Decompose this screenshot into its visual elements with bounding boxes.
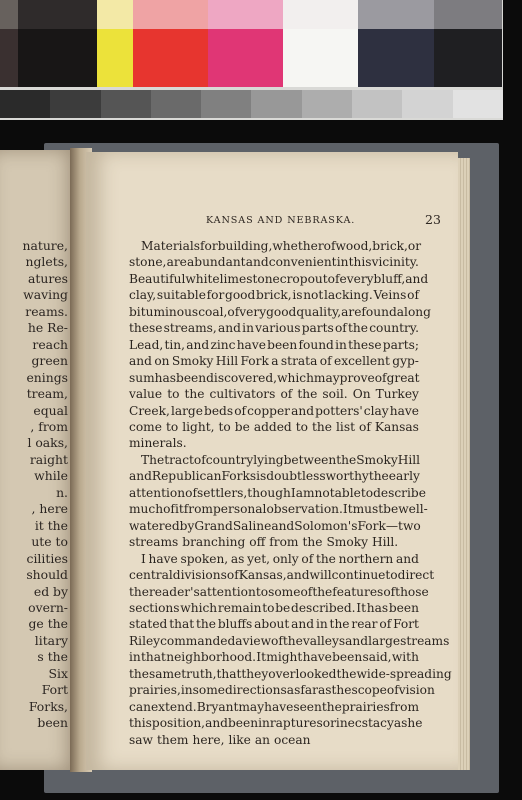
text-line: value to the cultivators of the soil. On Turkey — [129, 387, 419, 402]
facing-page-line: green — [31, 353, 68, 369]
facing-page-line: Fort — [41, 682, 68, 698]
gray-step — [201, 90, 251, 118]
page-edges — [458, 158, 470, 770]
gray-step — [352, 90, 402, 118]
calibration-top-patch — [0, 0, 18, 29]
text-line: the reader's attention to some of the features of those — [129, 584, 429, 599]
facing-page-line: been — [37, 715, 68, 731]
facing-page-line: reach — [32, 336, 68, 352]
text-line: stone, are abundant and convenient in this vicinity. — [129, 255, 419, 270]
text-line: much of it from personal observation. It must be well- — [129, 502, 428, 517]
calibration-middle-patch — [434, 29, 502, 87]
gray-step — [50, 90, 100, 118]
facing-page-line: he Re- — [27, 320, 68, 336]
text-line: come to light, to be added to the list of Kansas — [129, 419, 419, 434]
gray-step — [0, 90, 50, 118]
facing-page-line: litary — [34, 632, 68, 648]
text-line: central divisions of Kansas, and will continue to direct — [129, 568, 435, 583]
text-line: Beautiful white limestone crop out of every bluff, and — [129, 271, 429, 286]
text-line: and Republican Forks is doubtless worthy the early — [129, 469, 420, 484]
text-line: sum has been discovered, which may prove of great — [129, 370, 420, 385]
running-head: KANSAS AND NEBRASKA. — [206, 215, 356, 226]
facing-page-line: , from — [30, 418, 68, 434]
calibration-top-patch — [133, 0, 208, 29]
gray-step — [101, 90, 151, 118]
calibration-middle-patch — [358, 29, 434, 87]
text-line: Riley commanded a view of the valleys and large streams — [129, 633, 450, 648]
text-line: Creek, large beds of copper and potters' clay have — [129, 403, 419, 418]
facing-page-line: , here — [31, 501, 68, 517]
text-line: Materials for building, whether of wood, brick, or — [141, 239, 422, 253]
text-line: prairies, in some directions as far as the scope of vision — [129, 683, 435, 698]
facing-page-line: ed by — [33, 583, 68, 599]
text-line: I have spoken, as yet, only of the northern and — [141, 551, 419, 566]
calibration-middle-patch — [0, 29, 18, 87]
facing-page-line: raight — [29, 451, 68, 467]
facing-page-line: n. — [56, 484, 68, 500]
calibration-middle-patch — [133, 29, 208, 87]
text-line: watered by Grand Saline and Solomon's Fork—two — [129, 518, 421, 533]
facing-page-line: Six — [48, 665, 68, 681]
page-number: 23 — [425, 212, 441, 227]
gray-step — [453, 90, 503, 118]
facing-page-line: Forks, — [28, 698, 68, 714]
gray-step — [151, 90, 201, 118]
text-line: Lead, tin, and zinc have been found in these parts; — [129, 337, 419, 352]
text-line: in that neighborhood. It might have been said, with — [129, 650, 419, 665]
calibration-top-patch — [434, 0, 502, 29]
facing-page-line: ge the — [28, 616, 68, 632]
text-line: these streams, and in various parts of the country. — [129, 321, 419, 336]
facing-page-line: overn- — [28, 599, 68, 615]
calibration-gray-strip — [0, 90, 503, 118]
text-line: stated that the bluffs about and in the rear of Fort — [129, 617, 419, 632]
text-line: this position, and been in raptures or in ecstacy as he — [129, 716, 423, 731]
calibration-middle-patch — [97, 29, 133, 87]
calibration-top-patch — [358, 0, 434, 29]
facing-page-line: equal — [33, 402, 68, 418]
text-line: minerals. — [129, 436, 187, 451]
text-line: and on Smoky Hill Fork a strata of excellent gyp- — [129, 354, 419, 369]
text-line: the same truth, that they overlooked the wide-spreading — [129, 666, 452, 681]
calibration-middle-patch — [208, 29, 283, 87]
facing-page-line: reams. — [25, 303, 68, 319]
color-calibration-target — [0, 0, 503, 120]
text-line: saw them here, like an ocean — [129, 732, 311, 747]
facing-page-line: it the — [34, 517, 68, 533]
facing-page-line: tream, — [26, 386, 68, 402]
text-line: clay, suitable for good brick, is not lacking. Veins of — [129, 288, 419, 303]
calibration-top-patch — [208, 0, 283, 29]
calibration-middle-patch — [283, 29, 358, 87]
text-line: attention of settlers, though I am not able to describe — [129, 485, 426, 500]
text-line: streams branching off from the Smoky Hill. — [129, 535, 399, 550]
facing-page-line: cilities — [26, 550, 68, 566]
facing-page-text — [0, 238, 68, 732]
calibration-middle-patch — [18, 29, 98, 87]
facing-page-line: l oaks, — [27, 435, 68, 451]
facing-page-line: waving — [23, 287, 68, 303]
facing-page-line: enings — [26, 369, 68, 385]
text-line: The tract of country lying between the Smoky Hill — [141, 452, 421, 467]
facing-page-line: ute to — [31, 534, 68, 550]
facing-page-line: nature, — [22, 238, 68, 253]
text-line: can extend. Bryant may have seen the prairies from — [129, 699, 420, 714]
calibration-top-patch — [18, 0, 98, 29]
gray-step — [251, 90, 301, 118]
facing-page-line: atures — [28, 270, 68, 286]
calibration-top-patch — [283, 0, 358, 29]
gray-step — [402, 90, 452, 118]
facing-page-line: should — [26, 567, 68, 583]
gray-step — [302, 90, 352, 118]
text-line: sections which remain to be described. It has been — [129, 600, 419, 615]
text-line: bituminous coal, of very good quality, are found along — [129, 304, 431, 319]
facing-page-line: while — [34, 468, 68, 484]
facing-page-line: nglets, — [25, 254, 68, 270]
facing-page-text-clip — [0, 150, 70, 770]
calibration-top-patch — [97, 0, 133, 29]
page-body-text — [129, 238, 452, 748]
facing-page-line: s the — [37, 649, 68, 665]
